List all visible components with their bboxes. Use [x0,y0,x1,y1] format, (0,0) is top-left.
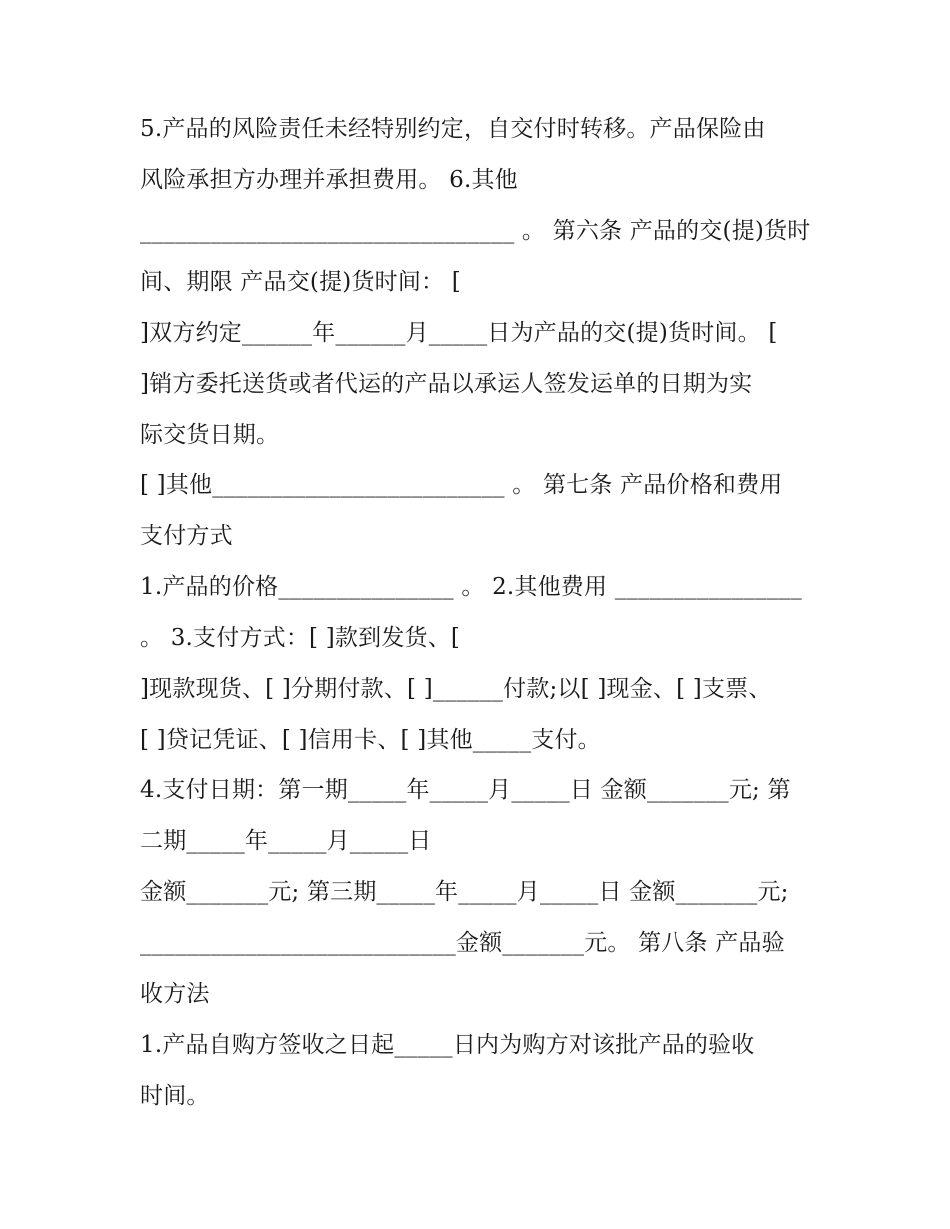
text-line: 1.产品自购方签收之日起_____日内为购方对该批产品的验收 [140,1032,755,1058]
text-line: 时间。 [140,1083,210,1109]
text-line: 收方法 [140,981,210,1007]
text-line: 。 3.支付方式：[ ]款到发货、[ [140,625,461,651]
text-line: 际交货日期。 [140,422,280,448]
text-line: 金额_______元; 第三期_____年_____月_____日 金额_______元; [140,879,789,905]
text-line: [ ]其他_________________________ 。 第七条 产品价格和费用 [140,472,783,498]
text-line: ________________________________ 。 第六条 产品的交(提)货时 [140,218,811,244]
text-line: 5.产品的风险责任未经特别约定，自交付时转移。产品保险由 [140,116,766,142]
text-line: ]现款现货、[ ]分期付款、[ ]______付款;以[ ]现金、[ ]支票、 [140,676,772,702]
text-line: ]双方约定______年______月_____日为产品的交(提)货时间。 [ [140,320,778,346]
text-line: ___________________________金额_______元。 第八条 产品验 [140,930,785,956]
text-line: 间、期限 产品交(提)货时间： [ [140,269,461,295]
text-line: [ ]贷记凭证、[ ]信用卡、[ ]其他_____支付。 [140,727,601,753]
text-line: 4.支付日期：第一期_____年_____月_____日 金额_______元; 第 [140,777,791,803]
text-line: 风险承担方办理并承担费用。 6.其他 [140,167,518,193]
text-line: 支付方式 [140,523,233,549]
text-line: 1.产品的价格_______________ 。 2.其他费用 ________________ [140,574,802,600]
text-line: ]销方委托送货或者代运的产品以承运人签发运单的日期为实 [140,371,753,397]
text-line: 二期_____年_____月_____日 [140,828,432,854]
